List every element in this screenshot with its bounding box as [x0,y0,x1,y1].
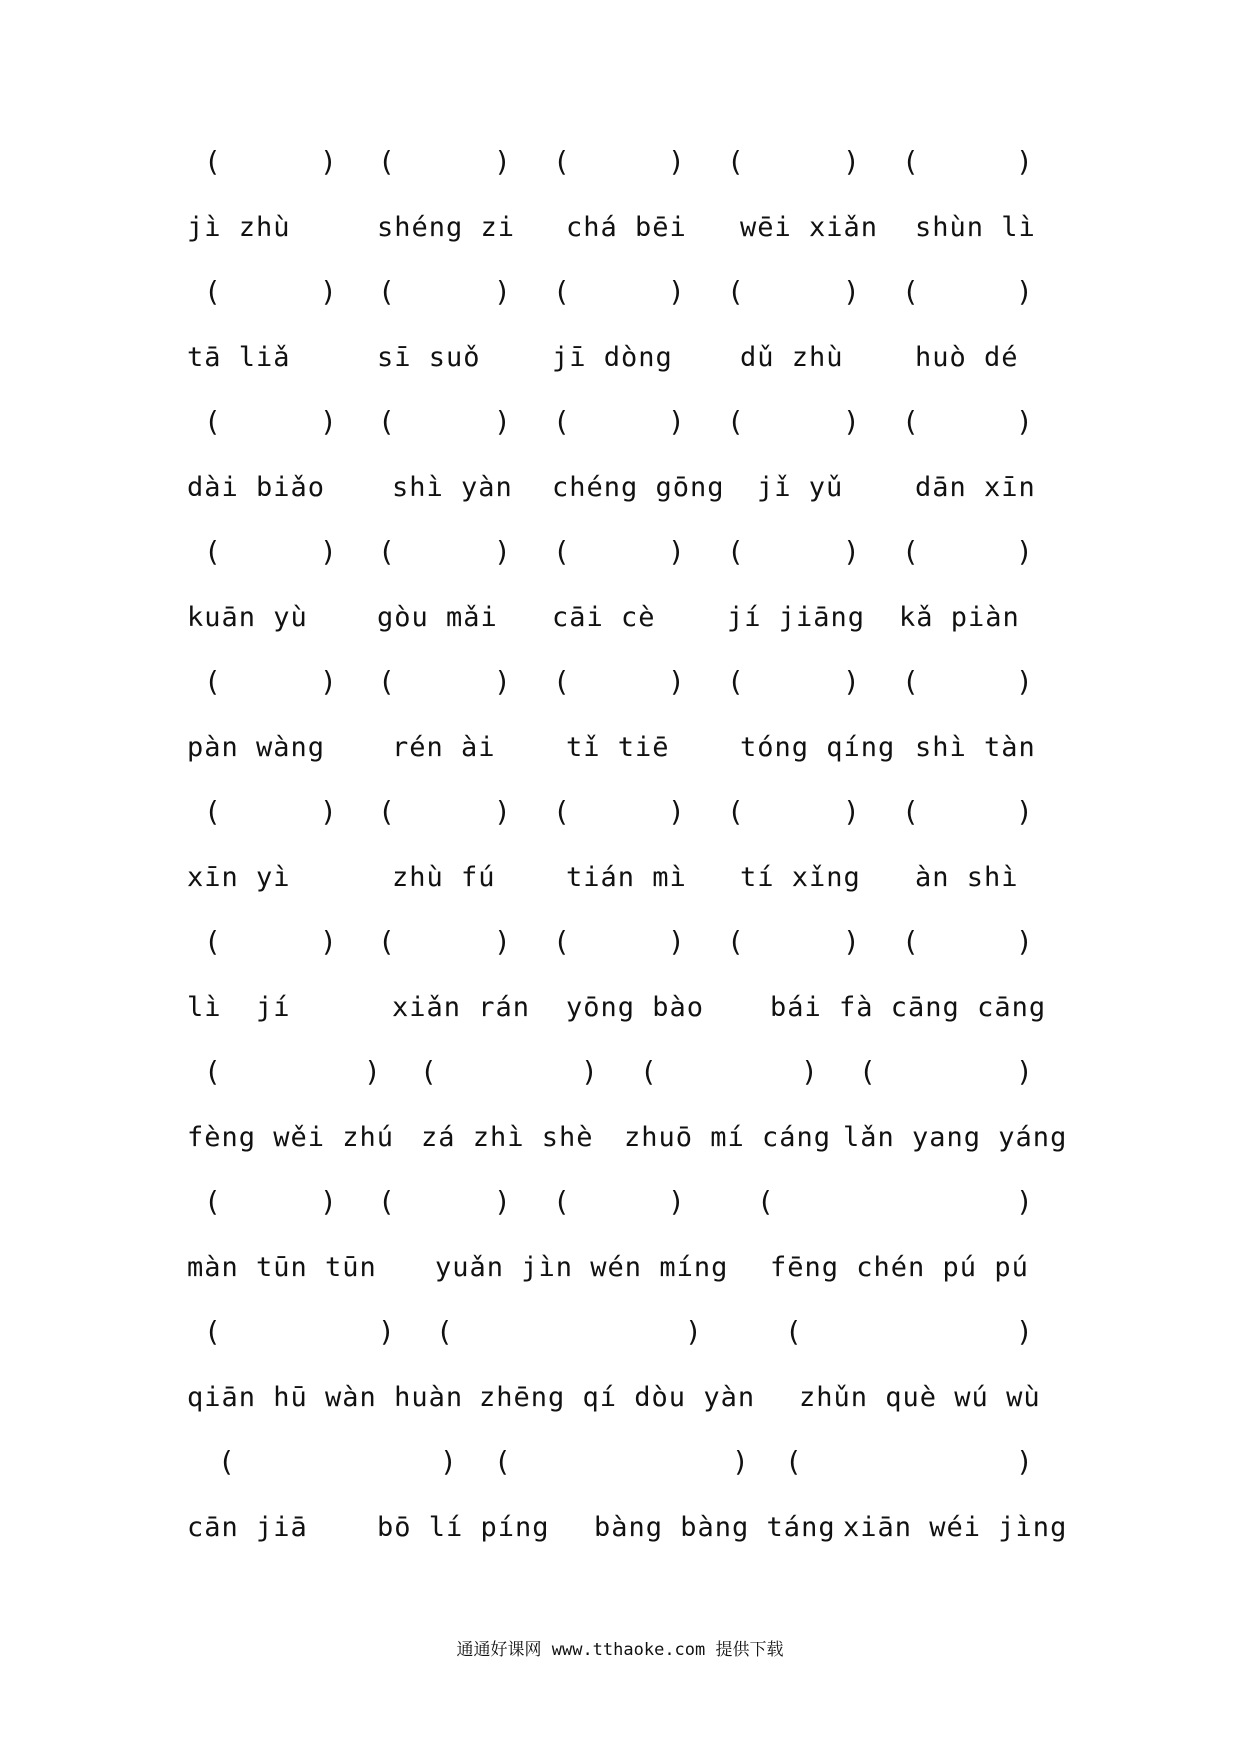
pinyin-word: wēi xiǎn [740,212,879,243]
pinyin-word: tā liǎ [187,342,291,373]
pinyin-word: tǐ tiē [566,732,670,763]
close-bracket: ) [364,1055,381,1088]
close-bracket: ) [494,665,511,698]
open-bracket: ( [204,535,221,568]
close-bracket: ) [668,665,685,698]
close-bracket: ) [668,275,685,308]
close-bracket: ) [685,1315,702,1348]
pinyin-row [0,988,1240,1028]
pinyin-word: màn tūn tūn [187,1252,377,1283]
close-bracket: ) [440,1445,457,1478]
answer-bracket-row [0,792,1240,832]
close-bracket: ) [320,405,337,438]
open-bracket: ( [553,795,570,828]
pinyin-word: chá bēi [566,212,687,243]
answer-bracket-row [0,1052,1240,1092]
pinyin-row [0,1118,1240,1158]
answer-bracket-row [0,402,1240,442]
close-bracket: ) [494,925,511,958]
close-bracket: ) [668,795,685,828]
close-bracket: ) [494,795,511,828]
open-bracket: ( [902,665,919,698]
open-bracket: ( [727,535,744,568]
close-bracket: ) [494,1185,511,1218]
pinyin-word: shùn lì [915,212,1036,243]
open-bracket: ( [757,1185,774,1218]
open-bracket: ( [902,145,919,178]
pinyin-word: pàn wàng [187,732,326,763]
open-bracket: ( [494,1445,511,1478]
close-bracket: ) [1016,1055,1033,1088]
close-bracket: ) [1016,145,1033,178]
open-bracket: ( [378,925,395,958]
pinyin-word: àn shì [915,862,1019,893]
close-bracket: ) [843,535,860,568]
open-bracket: ( [902,275,919,308]
pinyin-word: dài biǎo [187,472,326,503]
pinyin-word: dǔ zhù [740,342,844,373]
close-bracket: ) [843,925,860,958]
page-footer: 通通好课网 www.tthaoke.com 提供下载 [456,1640,784,1660]
open-bracket: ( [378,795,395,828]
open-bracket: ( [902,535,919,568]
close-bracket: ) [668,405,685,438]
close-bracket: ) [843,275,860,308]
pinyin-word: chéng gōng [552,472,725,503]
open-bracket: ( [378,1185,395,1218]
close-bracket: ) [320,795,337,828]
pinyin-row [0,1508,1240,1548]
close-bracket: ) [843,405,860,438]
pinyin-word: tí xǐng [740,862,861,893]
pinyin-word: fēng chén pú pú [770,1252,1029,1283]
open-bracket: ( [553,275,570,308]
pinyin-word: zá zhì shè [421,1122,594,1153]
answer-bracket-row [0,922,1240,962]
pinyin-word: shéng zi [377,212,516,243]
close-bracket: ) [843,145,860,178]
pinyin-word: tián mì [566,862,687,893]
open-bracket: ( [727,665,744,698]
close-bracket: ) [843,665,860,698]
pinyin-word: xiǎn rán [392,992,531,1023]
pinyin-word: bàng bàng táng [594,1512,836,1543]
pinyin-word: jí jiāng [727,602,866,633]
pinyin-word: kǎ piàn [899,602,1020,633]
open-bracket: ( [204,405,221,438]
open-bracket: ( [727,275,744,308]
open-bracket: ( [553,405,570,438]
open-bracket: ( [378,665,395,698]
open-bracket: ( [727,795,744,828]
open-bracket: ( [204,145,221,178]
open-bracket: ( [859,1055,876,1088]
pinyin-word: bái fà cāng cāng [770,992,1047,1023]
close-bracket: ) [494,145,511,178]
pinyin-row [0,728,1240,768]
pinyin-row [0,208,1240,248]
pinyin-word: bō lí píng [377,1512,550,1543]
open-bracket: ( [553,1185,570,1218]
open-bracket: ( [204,925,221,958]
close-bracket: ) [320,925,337,958]
pinyin-word: sī suǒ [377,342,481,373]
close-bracket: ) [668,925,685,958]
open-bracket: ( [727,145,744,178]
pinyin-word: lǎn yang yáng [843,1122,1068,1153]
open-bracket: ( [727,925,744,958]
pinyin-word: shì tàn [915,732,1036,763]
close-bracket: ) [320,1185,337,1218]
answer-bracket-row [0,1312,1240,1352]
pinyin-word: jì zhù [187,212,291,243]
open-bracket: ( [902,925,919,958]
pinyin-word: cān jiā [187,1512,308,1543]
pinyin-word: zhuō mí cáng [624,1122,832,1153]
pinyin-word: xiān wéi jìng [843,1512,1068,1543]
open-bracket: ( [436,1315,453,1348]
pinyin-word: zhù fú [392,862,496,893]
close-bracket: ) [1016,925,1033,958]
pinyin-row [0,1378,1240,1418]
pinyin-row [0,858,1240,898]
close-bracket: ) [581,1055,598,1088]
answer-bracket-row [0,142,1240,182]
pinyin-row [0,598,1240,638]
close-bracket: ) [320,275,337,308]
pinyin-word: jǐ yǔ [757,472,844,503]
close-bracket: ) [801,1055,818,1088]
close-bracket: ) [1016,1445,1033,1478]
close-bracket: ) [494,275,511,308]
open-bracket: ( [902,405,919,438]
open-bracket: ( [204,1315,221,1348]
close-bracket: ) [1016,405,1033,438]
open-bracket: ( [204,1055,221,1088]
pinyin-word: tóng qíng [740,732,896,763]
pinyin-word: qiān hū wàn huàn [187,1382,464,1413]
open-bracket: ( [218,1445,235,1478]
pinyin-word: yōng bào [566,992,705,1023]
pinyin-word: gòu mǎi [377,602,498,633]
close-bracket: ) [668,1185,685,1218]
answer-bracket-row [0,662,1240,702]
open-bracket: ( [204,795,221,828]
close-bracket: ) [732,1445,749,1478]
pinyin-word: huò dé [915,342,1019,373]
pinyin-row [0,1248,1240,1288]
pinyin-word: kuān yù [187,602,308,633]
open-bracket: ( [378,145,395,178]
pinyin-word: xīn yì [187,862,291,893]
close-bracket: ) [494,405,511,438]
pinyin-word: shì yàn [392,472,513,503]
open-bracket: ( [727,405,744,438]
close-bracket: ) [1016,1185,1033,1218]
pinyin-word: dān xīn [915,472,1036,503]
open-bracket: ( [553,665,570,698]
open-bracket: ( [204,1185,221,1218]
pinyin-word: rén ài [392,732,496,763]
open-bracket: ( [553,145,570,178]
close-bracket: ) [668,145,685,178]
pinyin-word: fèng wěi zhú [187,1122,395,1153]
close-bracket: ) [668,535,685,568]
open-bracket: ( [785,1445,802,1478]
close-bracket: ) [1016,1315,1033,1348]
open-bracket: ( [204,665,221,698]
open-bracket: ( [640,1055,657,1088]
close-bracket: ) [1016,795,1033,828]
pinyin-word: jī dòng [552,342,673,373]
close-bracket: ) [1016,535,1033,568]
pinyin-word: cāi cè [552,602,656,633]
open-bracket: ( [902,795,919,828]
open-bracket: ( [785,1315,802,1348]
open-bracket: ( [378,275,395,308]
open-bracket: ( [553,925,570,958]
close-bracket: ) [378,1315,395,1348]
close-bracket: ) [843,795,860,828]
answer-bracket-row [0,532,1240,572]
answer-bracket-row [0,1182,1240,1222]
open-bracket: ( [378,405,395,438]
pinyin-word: zhēng qí dòu yàn [479,1382,756,1413]
answer-bracket-row [0,1442,1240,1482]
pinyin-word: lì jí [187,992,291,1023]
close-bracket: ) [320,535,337,568]
close-bracket: ) [320,665,337,698]
pinyin-row [0,468,1240,508]
open-bracket: ( [204,275,221,308]
open-bracket: ( [420,1055,437,1088]
pinyin-word: yuǎn jìn wén míng [435,1252,729,1283]
open-bracket: ( [378,535,395,568]
answer-bracket-row [0,272,1240,312]
pinyin-word: zhǔn què wú wù [799,1382,1041,1413]
open-bracket: ( [553,535,570,568]
pinyin-row [0,338,1240,378]
close-bracket: ) [1016,665,1033,698]
close-bracket: ) [494,535,511,568]
close-bracket: ) [1016,275,1033,308]
close-bracket: ) [320,145,337,178]
